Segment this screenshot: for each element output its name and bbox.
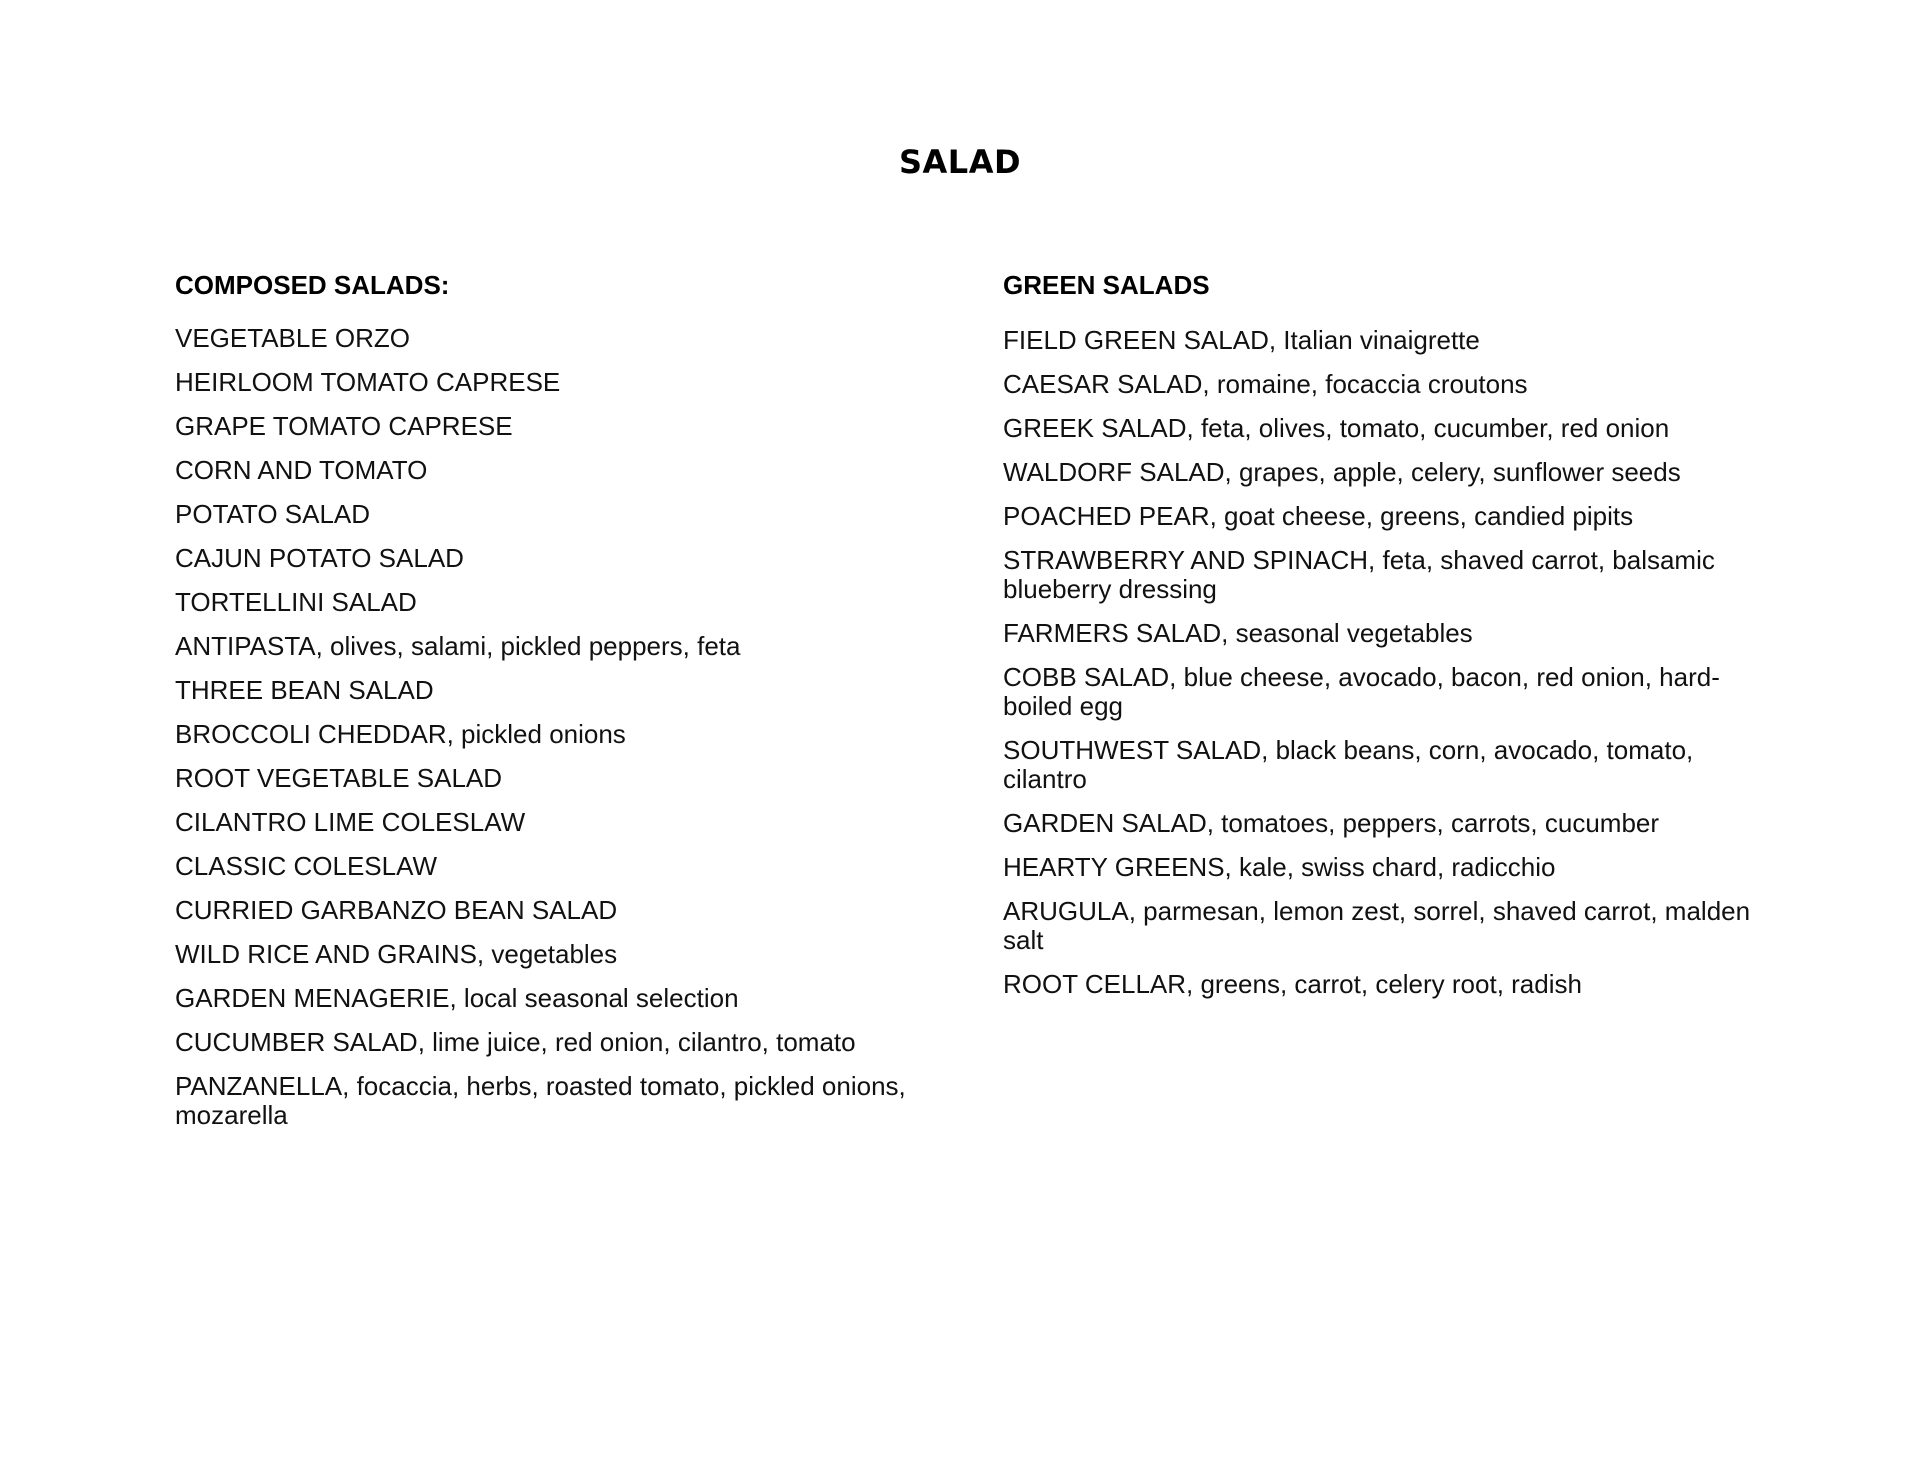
composed-salads-column [175, 268, 915, 1145]
green-salads-column [1003, 268, 1773, 1014]
green-salads-list [1003, 326, 1773, 999]
menu-item: PANZANELLA, focaccia, herbs, roasted tomato, pickled onions, mozarella [175, 1071, 906, 1130]
menu-item: THREE BEAN SALAD [175, 675, 434, 705]
menu-item: GARDEN SALAD, tomatoes, peppers, carrots, cucumber [1003, 808, 1660, 838]
menu-item: FIELD GREEN SALAD, Italian vinaigrette [1003, 325, 1480, 355]
menu-item: WALDORF SALAD, grapes, apple, celery, sunflower seeds [1003, 457, 1681, 487]
menu-item: POTATO SALAD [175, 499, 371, 529]
menu-item: CURRIED GARBANZO BEAN SALAD [175, 895, 618, 925]
menu-item: CUCUMBER SALAD, lime juice, red onion, cilantro, tomato [175, 1027, 856, 1057]
menu-item: CAJUN POTATO SALAD [175, 543, 464, 573]
menu-item: ROOT VEGETABLE SALAD [175, 763, 503, 793]
menu-item: HEARTY GREENS, kale, swiss chard, radicchio [1003, 852, 1556, 882]
menu-item: SOUTHWEST SALAD, black beans, corn, avocado, tomato, cilantro [1003, 735, 1694, 794]
menu-item: GREEK SALAD, feta, olives, tomato, cucumber, red onion [1003, 413, 1670, 443]
green-salads-heading: GREEN SALADS [1003, 270, 1210, 300]
menu-item: BROCCOLI CHEDDAR, pickled onions [175, 719, 626, 749]
menu-item: POACHED PEAR, goat cheese, greens, candied pipits [1003, 501, 1634, 531]
composed-salads-list [175, 324, 915, 1130]
menu-item: ROOT CELLAR, greens, carrot, celery root, radish [1003, 969, 1582, 999]
menu-item: COBB SALAD, blue cheese, avocado, bacon, red onion, hard-boiled egg [1003, 662, 1720, 721]
menu-item: CAESAR SALAD, romaine, focaccia croutons [1003, 369, 1528, 399]
menu-item: VEGETABLE ORZO [175, 323, 411, 353]
menu-item: CORN AND TOMATO [175, 455, 428, 485]
page-title: SALAD [898, 143, 1022, 181]
menu-item: ANTIPASTA, olives, salami, pickled peppers, feta [175, 631, 741, 661]
menu-item: WILD RICE AND GRAINS, vegetables [175, 939, 618, 969]
menu-item: CLASSIC COLESLAW [175, 851, 438, 881]
menu-item: GRAPE TOMATO CAPRESE [175, 411, 513, 441]
menu-item: HEIRLOOM TOMATO CAPRESE [175, 367, 561, 397]
menu-item: CILANTRO LIME COLESLAW [175, 807, 526, 837]
menu-item: STRAWBERRY AND SPINACH, feta, shaved carrot, balsamic blueberry dressing [1003, 545, 1715, 604]
menu-item: FARMERS SALAD, seasonal vegetables [1003, 618, 1473, 648]
menu-item: GARDEN MENAGERIE, local seasonal selection [175, 983, 739, 1013]
menu-item: TORTELLINI SALAD [175, 587, 417, 617]
composed-salads-heading: COMPOSED SALADS: [175, 270, 450, 300]
menu-item: ARUGULA, parmesan, lemon zest, sorrel, shaved carrot, malden salt [1003, 896, 1751, 955]
